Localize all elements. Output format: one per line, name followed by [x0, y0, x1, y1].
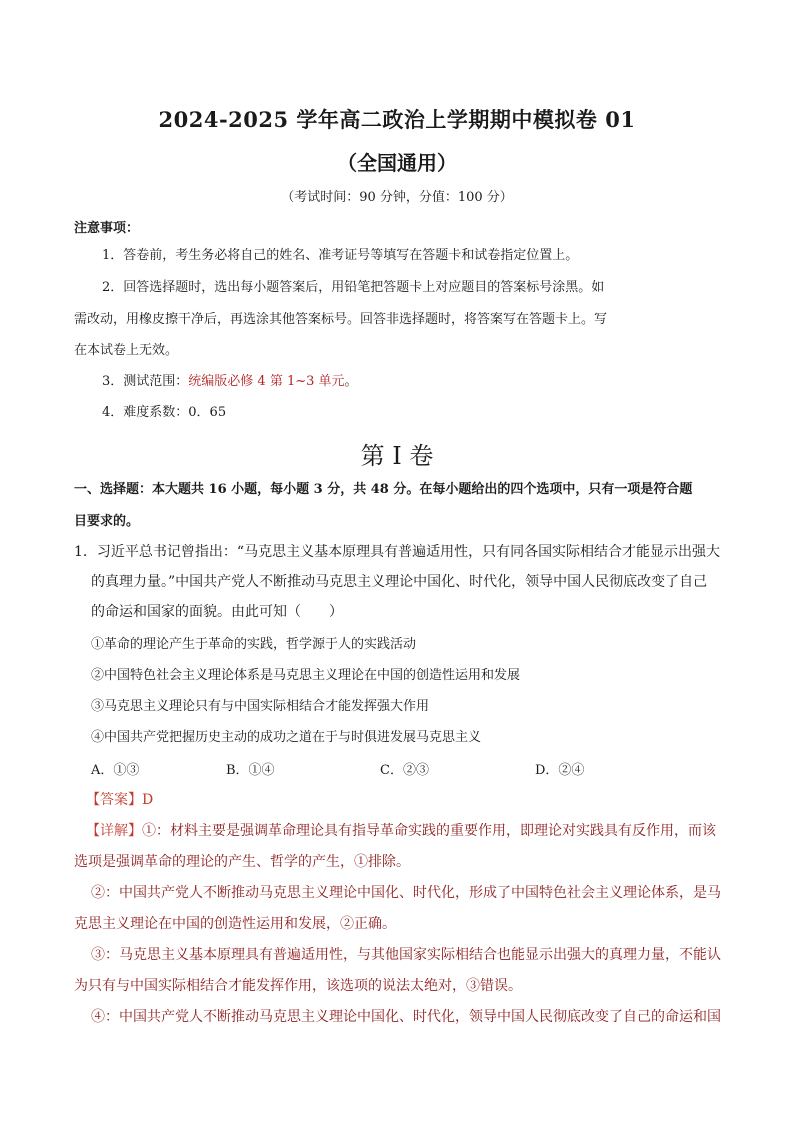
notice-item-3-prefix: 3．测试范围： [102, 374, 189, 389]
notice-item-2-line-1: 2．回答选择题时，选出每小题答案后，用铅笔把答题卡上对应题目的答案标号涂黑。如 [102, 280, 605, 295]
option-c: C．②③ [380, 763, 429, 778]
notice-item-3 [102, 375, 358, 388]
section-heading-line-1: 一、选择题：本大题共 16 小题，每小题 3 分，共 48 分。在每小题给出的四个选项中，只有一项是符合题 [74, 482, 693, 497]
explanation-2-line-1: ②：中国共产党人不断推动马克思主义理论中国化、时代化，形成了中国特色社会主义理论体系，是马 [91, 885, 721, 901]
statement-3: ③马克思主义理论只有与中国实际相结合才能发挥强大作用 [91, 699, 430, 714]
question-1-line-3: 的命运和国家的面貌。由此可知（ ） [91, 604, 343, 620]
explanation-1-line-2: 选项是强调革命的理论的产生、哲学的产生，①排除。 [74, 854, 410, 870]
notice-item-2-line-2: 需改动，用橡皮擦干净后，再选涂其他答案标号。回答非选择题时，将答案写在答题卡上。写 [74, 312, 608, 327]
exam-info: （考试时间：90 分钟，分值：100 分） [281, 190, 513, 205]
option-d: D．②④ [535, 763, 585, 778]
explanation-3-line-2: 为只有与中国实际相结合才能发挥作用，该选项的说法太绝对，③错误。 [74, 978, 522, 994]
explanation-tag: 【详解】 [86, 823, 142, 839]
notice-item-3-suffix: 。 [344, 374, 358, 389]
explanation-1-text: ①：材料主要是强调革命理论具有指导革命实践的重要作用，即理论对实践具有反作用，而该 [142, 823, 716, 839]
option-b: B．①④ [226, 763, 275, 778]
question-1-line-1: 1．习近平总书记曾指出：“马克思主义基本原理具有普遍适用性，只有同各国实际相结合才能显示出强大 [74, 544, 721, 560]
answer-line [86, 789, 153, 809]
statement-4: ④中国共产党把握历史主动的成功之道在于与时俱进发展马克思主义 [91, 730, 482, 745]
notice-heading: 注意事项： [74, 221, 140, 236]
explanation-1-line-1 [86, 820, 716, 840]
test-range: 统编版必修 4 第 1~3 单元 [188, 374, 345, 389]
statement-2: ②中国特色社会主义理论体系是马克思主义理论在中国的创造性运用和发展 [91, 668, 521, 683]
option-a: A．①③ [91, 763, 140, 778]
exam-title: 2024-2025 学年高二政治上学期期中模拟卷 01 [158, 107, 636, 132]
notice-item-4: 4．难度系数：0．65 [102, 405, 227, 420]
section-heading-line-2: 目要求的。 [74, 514, 140, 529]
exam-subtitle: （全国通用） [337, 151, 457, 175]
answer-tag: 【答案】 [86, 792, 142, 808]
explanation-3-line-1: ③：马克思主义基本原理具有普遍适用性，与其他国家实际相结合也能显示出强大的真理力量，不能认 [91, 947, 721, 963]
notice-item-2-line-3: 在本试卷上无效。 [74, 343, 179, 358]
explanation-4-line-1: ④：中国共产党人不断推动马克思主义理论中国化、时代化，领导中国人民彻底改变了自己的命运和国 [91, 1009, 721, 1025]
notice-item-1: 1．答卷前，考生务必将自己的姓名、准考证号等填写在答题卡和试卷指定位置上。 [102, 248, 579, 263]
statement-1: ①革命的理论产生于革命的实践，哲学源于人的实践活动 [91, 637, 417, 652]
question-1-line-2: 的真理力量。”中国共产党人不断推动马克思主义理论中国化、时代化，领导中国人民彻底改变了自己 [91, 574, 708, 590]
answer-value: D [142, 792, 154, 808]
explanation-2-line-2: 克思主义理论在中国的创造性运用和发展，②正确。 [74, 916, 396, 932]
part-title: 第 I 卷 [360, 442, 434, 470]
